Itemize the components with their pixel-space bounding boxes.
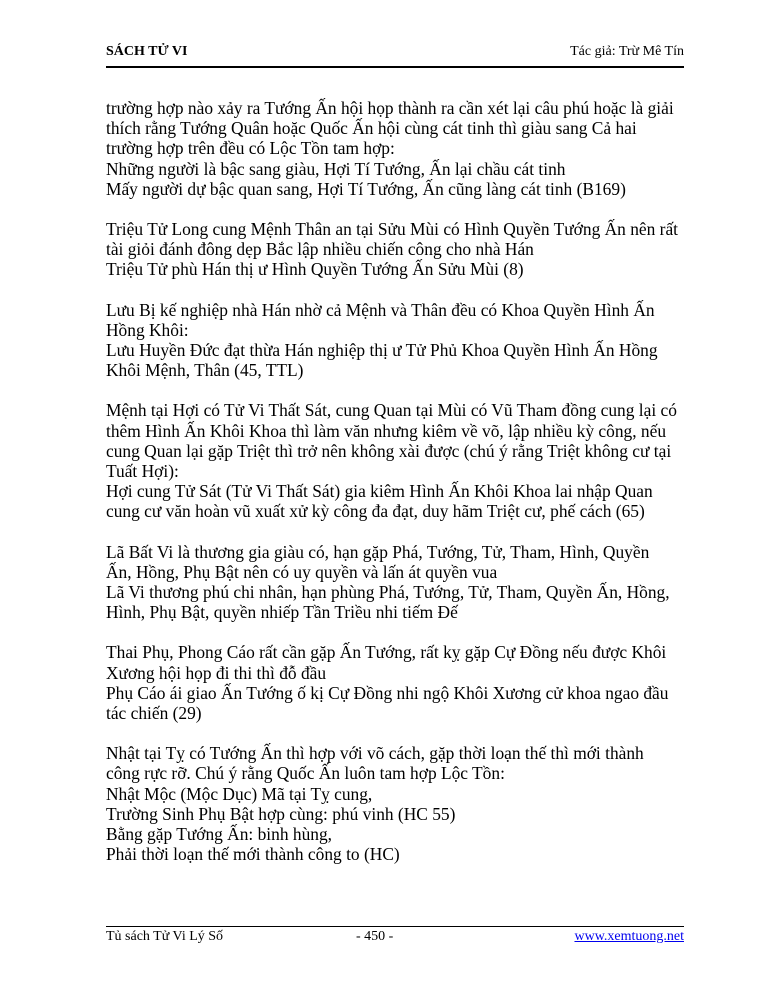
text-line: Nhật tại Tỵ có Tướng Ấn thì hợp với võ cách, gặp thời loạn thế thì mới thành — [106, 743, 644, 764]
paragraph — [106, 743, 695, 864]
website-link[interactable]: www.xemtuong.net — [574, 929, 684, 944]
text-line: Lã Bất Vi là thương gia giàu có, hạn gặp Phá, Tướng, Tử, Tham, Hình, Quyền — [106, 541, 650, 562]
text-line: Triệu Tử phù Hán thị ư Hình Quyền Tướng Ấn Sửu Mùi (8) — [106, 259, 524, 280]
text-line: Mấy người dự bậc quan sang, Hợi Tí Tướng, Ấn cũng làng cát tinh (B169) — [106, 178, 626, 199]
text-line: Thai Phụ, Phong Cáo rất cần gặp Ấn Tướng, rất kỵ gặp Cự Đồng nếu được Khôi — [106, 642, 667, 663]
text-line: Phụ Cáo ái giao Ấn Tướng ố kị Cự Đồng nhi ngộ Khôi Xương cử khoa ngao đầu — [106, 682, 669, 703]
paragraph — [106, 300, 695, 381]
text-line: Lã Vi thương phú chi nhân, hạn phùng Phá, Tướng, Tử, Tham, Quyền Ấn, Hồng, — [106, 582, 670, 603]
text-line: Phải thời loạn thế mới thành công to (HC) — [106, 844, 400, 865]
page-footer — [106, 926, 684, 947]
text-line: Xương hội họp đi thi thì đỗ đầu — [106, 662, 327, 683]
text-line: Tuất Hợi): — [106, 461, 179, 482]
text-line: Những người là bậc sang giàu, Hợi Tí Tướng, Ấn lại chầu cát tinh — [106, 158, 566, 179]
page-number: - 450 - — [356, 929, 394, 944]
text-line: Lưu Bị kế nghiệp nhà Hán nhờ cả Mệnh và Thân đều có Khoa Quyền Hình Ấn — [106, 299, 655, 320]
text-line: trường hợp nào xảy ra Tướng Ấn hội họp thành ra cần xét lại câu phú hoặc là giải — [106, 98, 674, 118]
paragraph — [106, 219, 695, 280]
paragraph — [106, 542, 695, 623]
book-title: SÁCH TỬ VI — [106, 44, 188, 59]
text-line: Nhật Mộc (Mộc Dục) Mã tại Tỵ cung, — [106, 783, 373, 804]
text-line: tác chiến (29) — [106, 703, 202, 724]
text-line: Hồng Khôi: — [106, 319, 189, 340]
page-header — [106, 44, 684, 68]
page-body — [106, 98, 695, 885]
text-line: công rực rỡ. Chú ý rằng Quốc Ấn luôn tam hợp Lộc Tồn: — [106, 763, 505, 784]
text-line: Hình, Phụ Bật, quyền nhiếp Tần Triều nhi tiếm Đế — [106, 602, 458, 623]
paragraph — [106, 642, 695, 723]
paragraph — [106, 400, 695, 521]
text-line: thêm Hình Ấn Khôi Khoa thì làm văn nhưng kiêm về võ, lập nhiều kỳ công, nếu — [106, 420, 667, 441]
text-line: Khôi Mệnh, Thân (45, TTL) — [106, 360, 304, 381]
series-name: Tủ sách Tử Vi Lý Số — [106, 929, 224, 944]
author-credit: Tác giả: Trừ Mê Tín — [570, 44, 684, 59]
text-line: tài giỏi đánh đông dẹp Bắc lập nhiều chiến công cho nhà Hán — [106, 239, 534, 260]
text-line: cung cư văn hoàn vũ xuất xử kỳ công đa đạt, duy hãm Triệt cư, phế cách (65) — [106, 501, 645, 522]
text-line: Mệnh tại Hợi có Tử Vi Thất Sát, cung Quan tại Mùi có Vũ Tham đồng cung lại có — [106, 400, 677, 421]
text-line: trường hợp trên đều có Lộc Tồn tam hợp: — [106, 138, 395, 159]
text-line: Trường Sinh Phụ Bật hợp cùng: phú vinh (HC 55) — [106, 803, 456, 824]
text-line: thích rằng Tướng Quân hoặc Quốc Ấn hội cùng cát tinh thì giàu sang Cả hai — [106, 118, 637, 139]
text-line: cung Quan lại gặp Triệt thì trở nên không xài được (chú ý rằng Triệt không cư tại — [106, 440, 672, 461]
text-line: Bằng gặp Tướng Ấn: binh hùng, — [106, 824, 333, 845]
text-line: Lưu Huyền Đức đạt thừa Hán nghiệp thị ư Tử Phủ Khoa Quyền Hình Ấn Hồng — [106, 340, 658, 361]
paragraph — [106, 98, 695, 199]
text-line: Hợi cung Tử Sát (Tử Vi Thất Sát) gia kiêm Hình Ấn Khôi Khoa lai nhập Quan — [106, 481, 653, 502]
text-line: Ấn, Hồng, Phụ Bật nên có uy quyền và lấn át quyền vua — [106, 561, 498, 582]
text-line: Triệu Tử Long cung Mệnh Thân an tại Sửu Mùi có Hình Quyền Tướng Ấn nên rất — [106, 219, 679, 240]
